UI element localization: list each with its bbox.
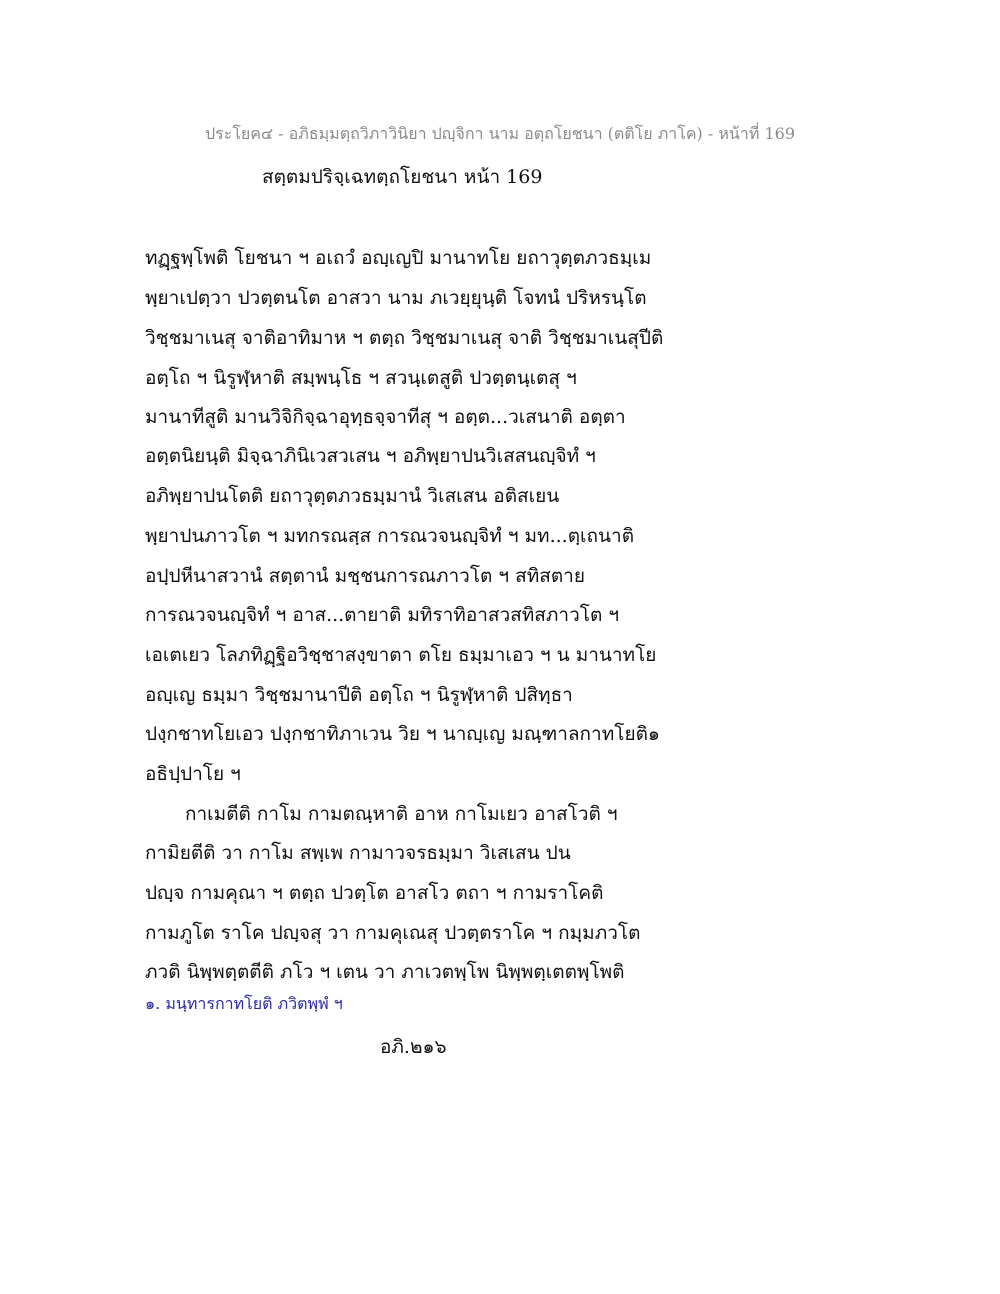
section-title: สตฺตมปริจฺเฉทตฺถโยชนา หน้า 169 xyxy=(262,166,543,188)
body-line: พฺยาเปตฺวา ปวตฺตนโต อาสวา นาม ภเวยฺยุนฺติ โจทนํ ปริหรนฺโต xyxy=(145,287,647,309)
running-header: ประโยค๔ - อภิธมฺมตฺถวิภาวินิยา ปญฺจิกา นาม อตฺถโยชนา (ตติโย ภาโค) - หน้าที่ 169 xyxy=(204,124,796,143)
body-line: ปญฺจ กามคุณา ฯ ตตฺถ ปวตฺโต อาสโว ตถา ฯ กามราโคติ xyxy=(145,882,604,904)
body-line: กามภูโต ราโค ปญฺจสุ วา กามคุเณสุ ปวตฺตราโค ฯ กมฺมภวโต xyxy=(145,922,641,944)
body-line: กาเมตีติ กาโม กามตณฺหาติ อาห กาโมเยว อาสโวติ ฯ xyxy=(185,803,618,825)
body-line: อตฺโถ ฯ นิรูฬฺหาติ สมฺพนฺโธ ฯ สวนฺเตสูติ ปวตฺตนฺเตสุ ฯ xyxy=(145,367,577,389)
body-line: ภวติ นิพฺพตฺตตีติ ภโว ฯ เตน วา ภาเวตพฺโพ นิพฺพตฺเตตพฺโพติ xyxy=(145,961,625,983)
body-line: พฺยาปนภาวโต ฯ มทกรณสฺส การณวจนญฺจิทํ ฯ มท...ตฺเถนาติ xyxy=(145,525,635,547)
body-line: เอเตเยว โลภทิฏฺฐิอวิชฺชาสงฺขาตา ตโย ธมฺมาเอว ฯ น มานาทโย xyxy=(145,644,657,666)
body-line: อญฺเญ ธมฺมา วิชฺชมานาปีติ อตฺโถ ฯ นิรูฬฺหาติ ปสิทฺธา xyxy=(145,684,573,706)
body-line: ปงฺกชาทโยเอว ปงฺกชาทิภาเวน วิย ฯ นาญฺเญ มณฺฑาลกาทโยติ๑ xyxy=(145,723,660,745)
body-line: กามิยตีติ วา กาโม สพฺเพ กามาวจรธมฺมา วิเสเสน ปน xyxy=(145,842,571,864)
body-line: การณวจนญฺจิทํ ฯ อาส...ตายาติ มทิราทิอาสวสทิสภาวโต ฯ xyxy=(145,604,619,626)
body-line: อตฺตนิยนฺติ มิจฺฉาภินิเวสวเสน ฯ อภิพฺยาปนวิเสสนญฺจิทํ ฯ xyxy=(145,445,596,467)
body-line: อภิพฺยาปนโตติ ยถาวุตฺตภวธมฺมานํ วิเสเสน อติสเยน xyxy=(145,485,560,507)
body-line: ทฏฺฐพฺโพติ โยชนา ฯ อเถวํ อญฺเญปิ มานาทโย ยถาวุตฺตภวธมฺเม xyxy=(145,247,652,269)
footnote: ๑. มนฺทารกาทโยติ ภวิตพฺพํ ฯ xyxy=(145,994,343,1013)
body-line: มานาทีสูติ มานวิจิกิจฺฉาอุทฺธจฺจาทีสุ ฯ อตฺต...วเสนาติ อตฺตา xyxy=(145,406,626,428)
body-line: วิชฺชมาเนสุ จาติอาทิมาห ฯ ตตฺถ วิชฺชมาเนสุ จาติ วิชฺชมาเนสุปีติ xyxy=(145,327,664,349)
page-reference: อภิ.๒๑๖ xyxy=(380,1036,447,1058)
body-line: อปฺปหีนาสวานํ สตฺตานํ มชฺชนการณภาวโต ฯ สทิสตาย xyxy=(145,565,585,587)
body-line: อธิปฺปาโย ฯ xyxy=(145,763,241,785)
